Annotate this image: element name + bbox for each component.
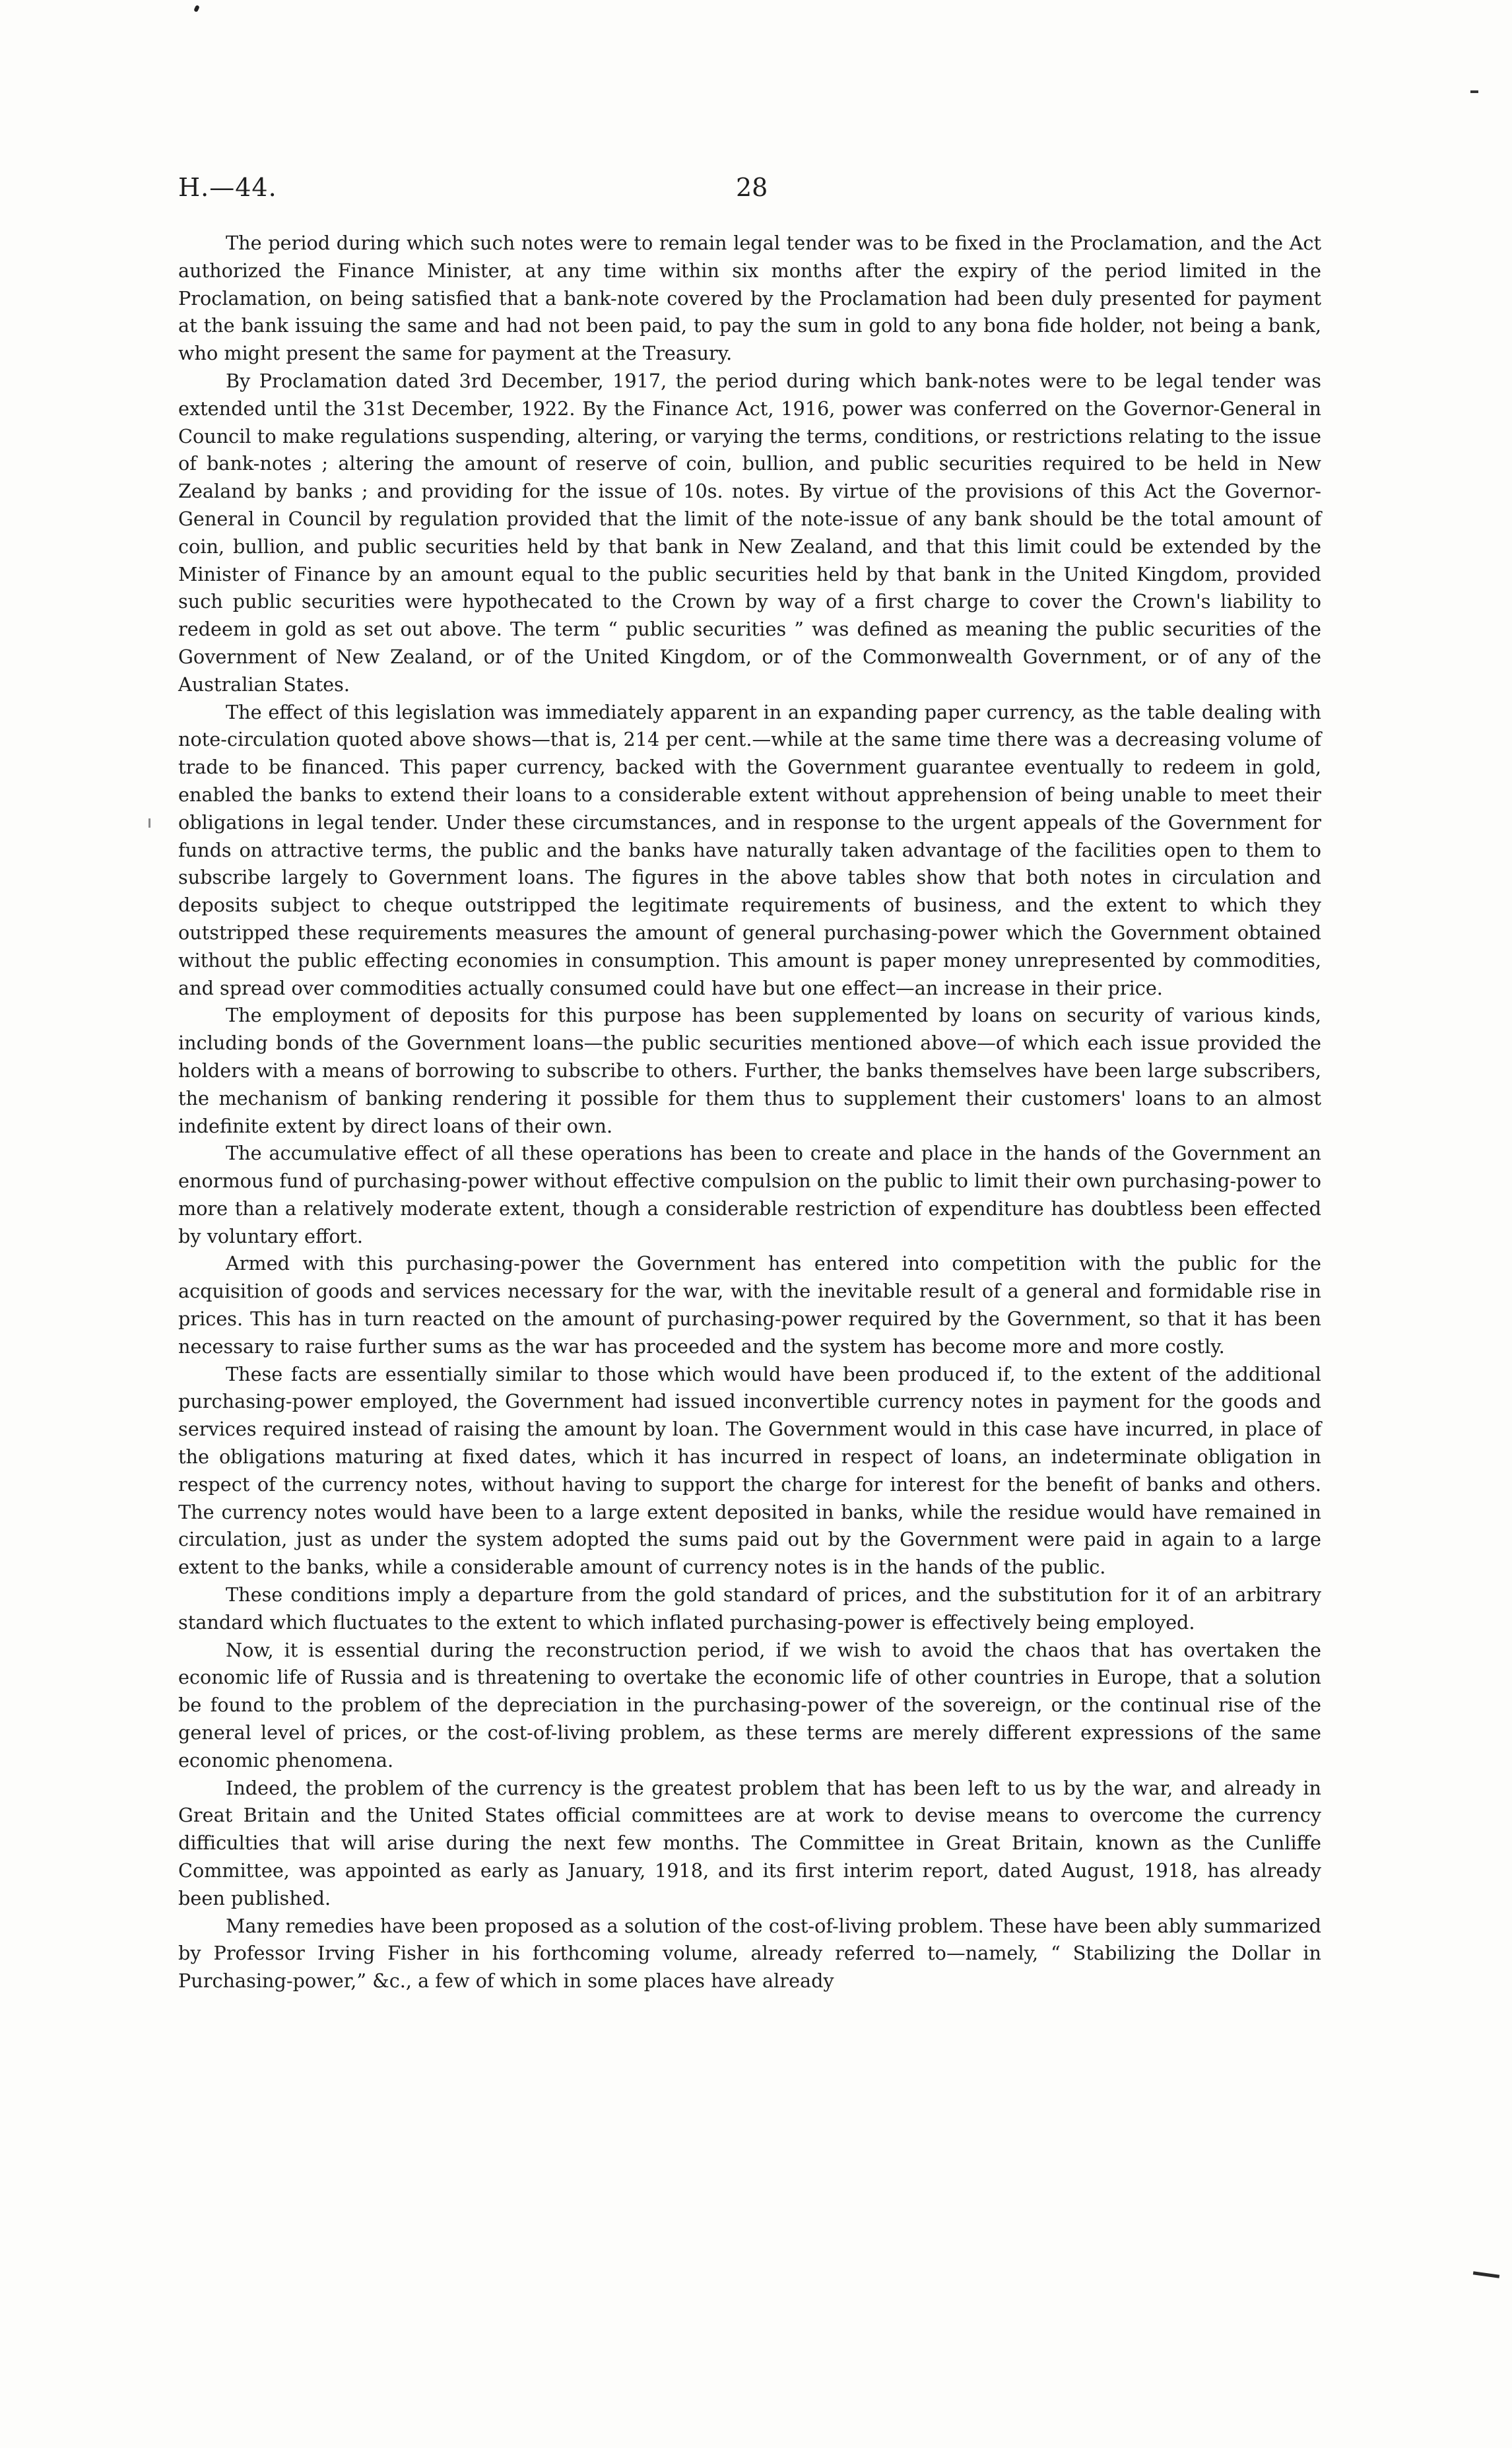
paragraph: The period during which such notes were to remain legal tender was to be fixed in the Proclamation, and the Act authorized the Finance Minister, at any time within six months after the expiry of the period limited in the Proclamation, on being satisfied that a bank-note covered by the Proclamation had been duly presented for payment at the bank issuing the same and had not been paid, to pay the sum in gold to any bona fide holder, not being a bank, who might present the same for payment at the Treasury. (178, 232, 1321, 365)
margin-mark-bottom (1473, 2271, 1499, 2278)
paragraph: Now, it is essential during the reconstruction period, if we wish to avoid the chaos that has overtaken the economic life of Russia and is threatening to overtake the economic life of other countries in Europe, that a solution be found to the problem of the depreciation in the purchasing-power of the sovereign, or the continual rise of the general level of prices, or the cost-of-living problem, as these terms are merely different expressions of the same economic phenomena. (178, 1638, 1321, 1771)
scan-speck (193, 5, 200, 13)
paragraph: The effect of this legislation was immediately apparent in an expanding paper currency, as the table dealing with note-circulation quoted above shows—that is, 214 per cent.—while at the same time there was a decreasing volume of trade to be financed. This paper currency, backed with the Government guarantee eventually to redeem in gold, enabled the banks to extend their loans to a considerable extent without apprehension of being unable to meet their obligations in legal tender. Under these circumstances, and in response to the urgent appeals of the Government for funds on attractive terms, the public and the banks have naturally taken advantage of the facilities open to them to subscribe largely to Government loans. The figures in the above tables show that both notes in circulation and deposits subject to cheque outstripped the legitimate requirements of business, and the extent to which they outstripped these requirements measures the amount of general purchasing-power which the Government obtained without the public effecting economies in consumption. This amount is paper money unrepresented by commodities, and spread over commodities actually consumed could have but one effect—an increase in their price. (178, 700, 1321, 999)
paragraph: These conditions imply a departure from the gold standard of prices, and the substitution for it of an arbitrary standard which fluctuates to the extent to which inflated purchasing-power is effectively being employed. (178, 1583, 1321, 1634)
paragraph: The accumulative effect of all these operations has been to create and place in the hands of the Government an enormous fund of purchasing-power without effective compulsion on the public to limit their own purchasing-power to more than a relatively moderate extent, though a considerable restriction of expenditure has doubtless been effected by voluntary effort. (178, 1142, 1321, 1247)
paragraph: By Proclamation dated 3rd December, 1917, the period during which bank-notes were to be legal tender was extended until the 31st December, 1922. By the Finance Act, 1916, power was conferred on the Governor-General in Council to make regulations suspending, altering, or varying the terms, conditions, or restrictions relating to the issue of bank-notes ; altering the amount of reserve of coin, bullion, and public securities required to be held in New Zealand by banks ; and providing for the issue of 10s. notes. By virtue of the provisions of this Act the Governor-General in Council by regulation provided that the limit of the note-issue of any bank should be the total amount of coin, bullion, and public securities held by that bank in New Zealand, and that this limit could be extended by the Minister of Finance by an amount equal to the public securities held by that bank in the United Kingdom, provided such public securities were hypothecated to the Crown by way of a first charge to cover the Crown's liability to redeem in gold as set out above. The term “ public securities ” was defined as meaning the public securities of the Government of New Zealand, or of the United Kingdom, or of the Commonwealth Government, or of any of the Australian States. (178, 369, 1321, 696)
margin-mark-left (148, 818, 150, 828)
margin-mark-top (1470, 90, 1478, 93)
page-number: 28 (736, 173, 768, 202)
paragraph: Indeed, the problem of the currency is the greatest problem that has been left to us by the war, and already in Great Britain and the United States official committees are at work to devise means to overcome the currency difficulties that will arise during the next few months. The Committee in Great Britain, known as the Cunliffe Committee, was appointed as early as January, 1918, and its first interim report, dated August, 1918, has already been published. (178, 1776, 1321, 1909)
document-reference: H.—44. (178, 173, 277, 202)
body-text (178, 230, 1321, 1995)
paragraph: The employment of deposits for this purpose has been supplemented by loans on security of various kinds, including bonds of the Government loans—the public securities mentioned above—of which each issue provided the holders with a means of borrowing to subscribe to others. Further, the banks themselves have been large subscribers, the mechanism of banking rendering it possible for them thus to supplement their customers' loans to an almost indefinite extent by direct loans of their own. (178, 1004, 1321, 1137)
paragraph: Armed with this purchasing-power the Government has entered into competition with the public for the acquisition of goods and services necessary for the war, with the inevitable result of a general and formidable rise in prices. This has in turn reacted on the amount of purchasing-power required by the Government, so that it has been necessary to raise further sums as the war has proceeded and the system has become more and more costly. (178, 1252, 1321, 1358)
paragraph: These facts are essentially similar to those which would have been produced if, to the extent of the additional purchasing-power employed, the Government had issued inconvertible currency notes in payment for the goods and services required instead of raising the amount by loan. The Government would in this case have incurred, in place of the obligations maturing at fixed dates, which it has incurred in respect of loans, an indeterminate obligation in respect of the currency notes, without having to support the charge for interest for the benefit of banks and others. The currency notes would have been to a large extent deposited in banks, while the residue would have remained in circulation, just as under the system adopted the sums paid out by the Government were paid in again to a large extent to the banks, while a considerable amount of currency notes is in the hands of the public. (178, 1362, 1321, 1579)
page-header (178, 173, 1327, 213)
paragraph: Many remedies have been proposed as a solution of the cost-of-living problem. These have been ably summarized by Professor Irving Fisher in his forthcoming volume, already referred to—namely, “ Stabilizing the Dollar in Purchasing-power,” &c., a few of which in some places have already (178, 1914, 1321, 1993)
